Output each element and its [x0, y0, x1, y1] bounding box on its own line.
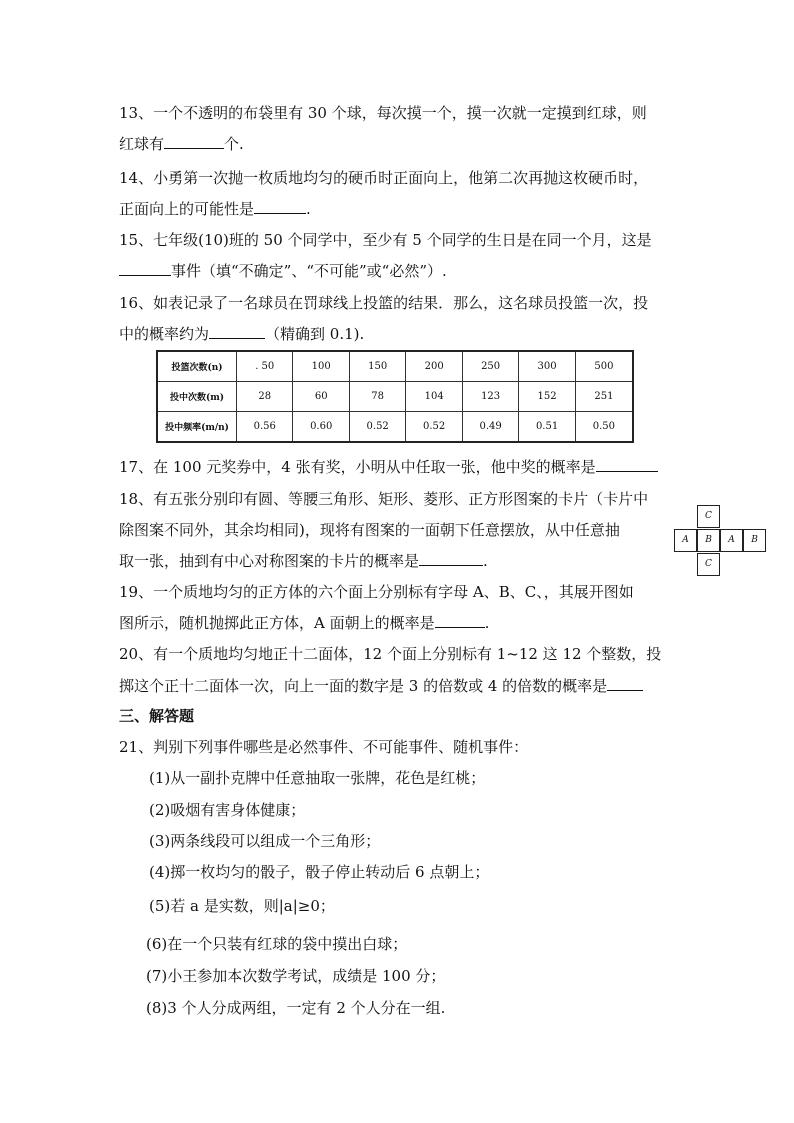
q15-line1: 15、七年级(10)班的 50 个同学中，至少有 5 个同学的生日是在同一个月，这是 [119, 231, 652, 249]
table-cell: 0.50 [575, 412, 633, 443]
table-row [157, 382, 633, 412]
q18-line3 [119, 551, 488, 571]
q18-text-b: . [483, 552, 488, 570]
q21-item: (7)小王参加本次数学考试，成绩是 100 分； [146, 967, 446, 985]
table-cell: 251 [575, 382, 633, 412]
table-cell: 152 [519, 382, 575, 412]
cube-face-bottom: C [697, 553, 720, 576]
q13-text-b: 个. [224, 135, 244, 153]
q21-item: (5)若 a 是实数，则|a|≥0； [149, 897, 335, 915]
table-cell: 0.60 [293, 412, 349, 443]
q19-line1: 19、一个质地均匀的正方体的六个面上分别标有字母 A、B、C、，其展开图如 [119, 583, 634, 601]
q14-line1: 14、小勇第一次抛一枚质地均匀的硬币时正面向上，他第二次再抛这枚硬币时， [119, 169, 649, 187]
q19-line2 [119, 613, 489, 633]
table-cell: . 50 [237, 351, 293, 382]
q14-text-a: 正面向上的可能性是 [119, 200, 255, 218]
q16-line2 [119, 324, 364, 344]
q18-answer-blank [419, 551, 483, 566]
table-cell: 0.52 [406, 412, 462, 443]
q19-text-a: 图所示，随机抛掷此正方体，A 面朝上的概率是 [119, 614, 435, 632]
q16-line1: 16、如表记录了一名球员在罚球线上投篮的结果．那么，这名球员投篮一次，投 [119, 294, 649, 312]
q13-line1: 13、一个不透明的布袋里有 30 个球，每次摸一个，摸一次就一定摸到红球，则 [119, 104, 647, 122]
q14-answer-blank [254, 199, 306, 214]
table-cell: 150 [349, 351, 405, 382]
q21-stem: 21、判别下列事件哪些是必然事件、不可能事件、随机事件： [119, 738, 529, 756]
q15-line2 [119, 261, 447, 281]
q19-answer-blank [435, 613, 485, 628]
q13-answer-blank [164, 134, 224, 149]
q15-answer-blank [119, 261, 171, 276]
table-cell: 123 [462, 382, 518, 412]
table-cell: 78 [349, 382, 405, 412]
q19-text-b: . [484, 614, 490, 632]
q21-item: (8)3 个人分成两组，一定有 2 个人分在一组. [146, 999, 446, 1017]
q18-line1: 18、有五张分别印有圆、等腰三角形、矩形、菱形、正方形图案的卡片（卡片中 [119, 490, 649, 508]
q17-answer-blank [596, 457, 658, 472]
cube-face-top: C [697, 505, 720, 528]
q21-item: (3)两条线段可以组成一个三角形； [149, 832, 381, 850]
table-row [157, 351, 633, 382]
q20-text: 掷这个正十二面体一次，向上一面的数字是 3 的倍数或 4 的倍数的概率是 [119, 677, 608, 695]
table-cell: 250 [462, 351, 518, 382]
q13-text-a: 红球有 [119, 135, 165, 153]
q18-line2: 除图案不同外，其余均相同)，现将有图案的一面朝下任意摆放，从中任意抽 [119, 521, 620, 539]
cube-face: A [720, 529, 743, 552]
cube-net-diagram [674, 505, 766, 577]
q21-item: (6)在一个只装有红球的袋中摸出白球； [146, 935, 408, 953]
q16-answer-blank [209, 324, 265, 339]
table-cell: 60 [293, 382, 349, 412]
q21-item: (4)掷一枚均匀的骰子，骰子停止转动后 6 点朝上； [149, 863, 490, 881]
table-cell: 0.56 [237, 412, 293, 443]
q14-text-b: . [306, 200, 311, 218]
row-header-frequency: 投中频率(m/n) [157, 412, 237, 443]
table-row [157, 412, 633, 443]
q16-text-a: 中的概率约为 [119, 325, 210, 343]
row-header-attempts: 投篮次数(n) [157, 351, 237, 382]
q14-line2 [119, 199, 311, 219]
table-cell: 500 [575, 351, 633, 382]
table-cell: 0.51 [519, 412, 575, 443]
section-heading: 三、解答题 [119, 707, 195, 725]
q16-text-b: （精确到 0.1). [265, 325, 365, 343]
q17-text: 17、在 100 元奖券中，4 张有奖，小明从中任取一张，他中奖的概率是 [119, 458, 596, 476]
cube-face: B [697, 529, 720, 552]
q18-text-a: 取一张，抽到有中心对称图案的卡片的概率是 [119, 552, 420, 570]
basketball-frequency-table [156, 350, 634, 443]
q20-line1: 20、有一个质地均匀地正十二面体，12 个面上分别标有 1~12 这 12 个整数，投 [119, 645, 662, 663]
q21-item: (1)从一副扑克牌中任意抽取一张牌，花色是红桃； [149, 769, 486, 787]
q21-item: (2)吸烟有害身体健康； [149, 801, 306, 819]
table-cell: 0.49 [462, 412, 518, 443]
cube-face: A [674, 529, 697, 552]
q15-text-b: 事件（填“不确定”、“不可能”或“必然”）. [171, 262, 447, 280]
row-header-made: 投中次数(m) [157, 382, 237, 412]
table-cell: 100 [293, 351, 349, 382]
cube-face: B [743, 529, 766, 552]
table-cell: 200 [406, 351, 462, 382]
q20-answer-blank [607, 676, 643, 691]
q20-line2 [119, 676, 643, 696]
table-cell: 28 [237, 382, 293, 412]
q17-line1 [119, 457, 658, 477]
table-cell: 300 [519, 351, 575, 382]
table-cell: 0.52 [349, 412, 405, 443]
q13-line2 [119, 134, 244, 154]
table-cell: 104 [406, 382, 462, 412]
